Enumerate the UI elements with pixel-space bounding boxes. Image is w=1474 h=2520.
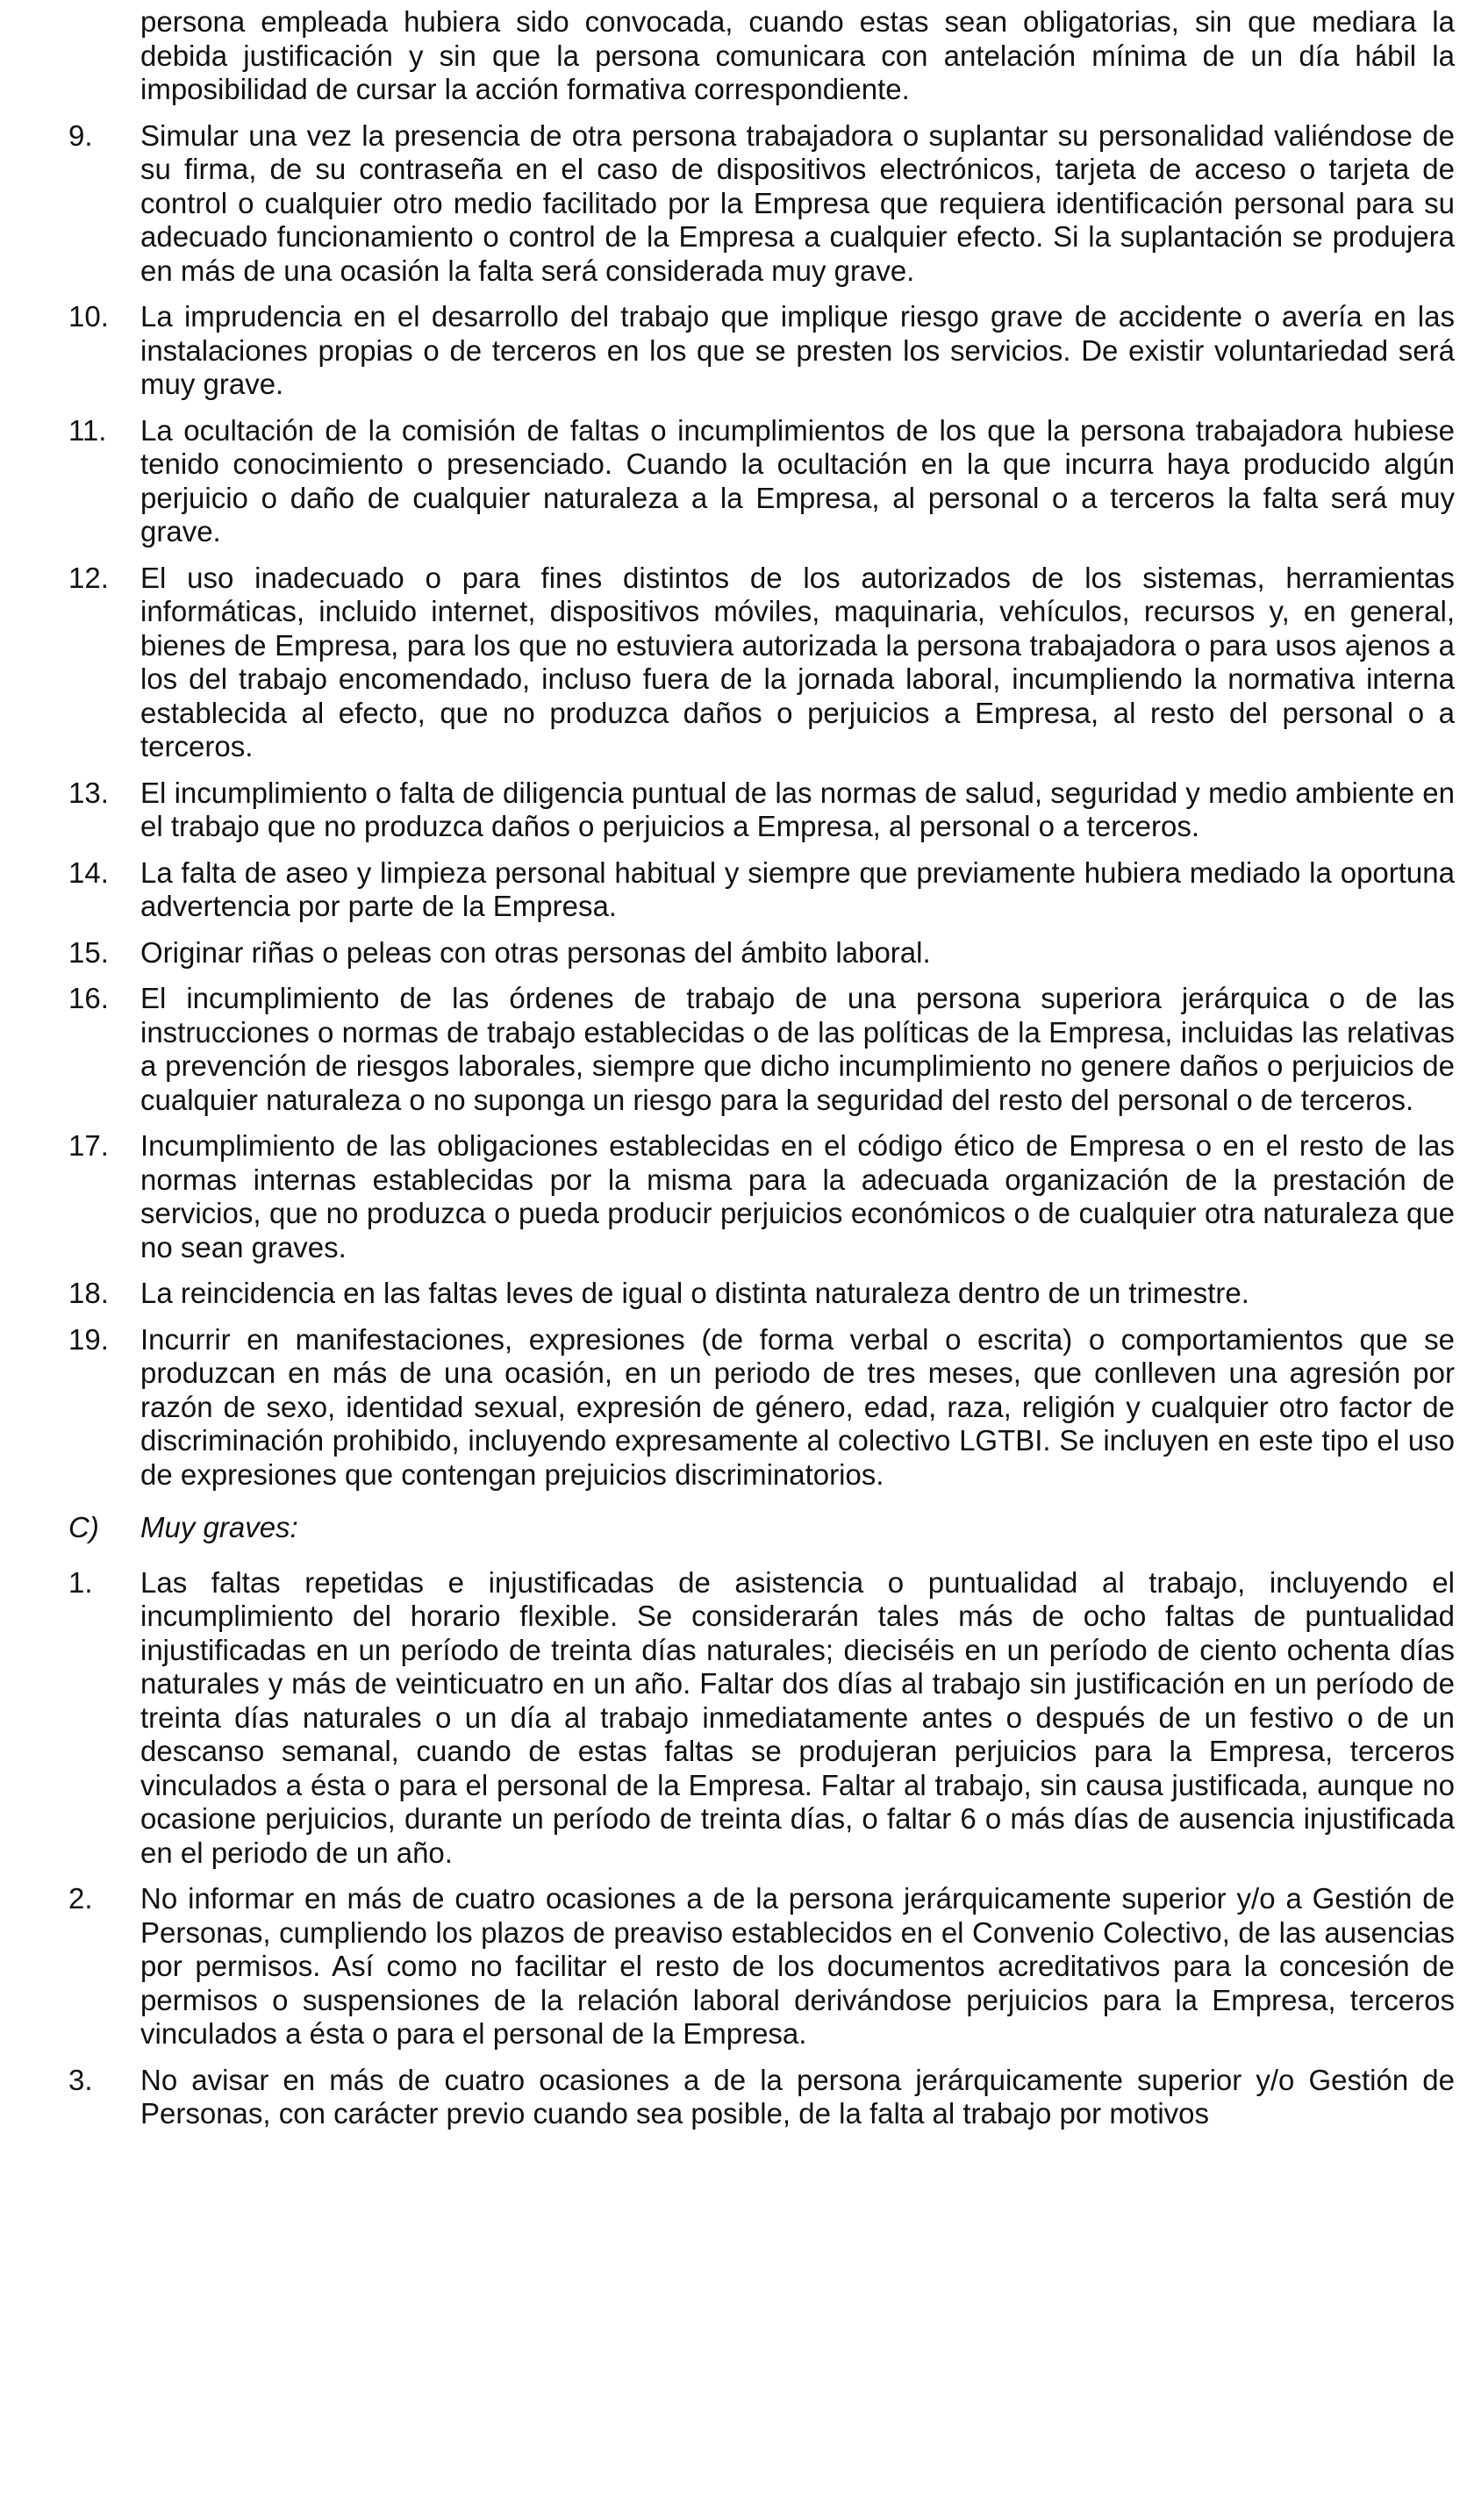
item-text: El incumplimiento de las órdenes de trabajo de una persona superiora jerárquica o de las instrucciones o normas de trabajo establecidas o de las políticas de la Empresa, incluidas las relativas a prevención de riesgos laborales, siempre que dicho incumplimiento no genere daños o perjuicios de cualquier naturaleza o no suponga un riesgo para la seguridad del resto del personal o de terceros. (140, 982, 1455, 1116)
item-text: Incurrir en manifestaciones, expresiones (de forma verbal o escrita) o comportamientos que se produzcan en más de una ocasión, en un periodo de tres meses, que conlleven una agresión por razón de sexo, identidad sexual, expresión de género, edad, raza, religión y cualquier otro factor de discriminación prohibido, incluyendo expresamente al colectivo LGTBI. Se incluyen en este tipo el uso de expresiones que contengan prejuicios discriminatorios. (140, 1322, 1455, 1491)
list-item (68, 1129, 1455, 1264)
item-number: 9. (68, 118, 93, 152)
item-text: La falta de aseo y limpieza personal habitual y siempre que previamente hubiera mediado la oportuna advertencia por parte de la Empresa. (140, 856, 1455, 922)
item-text: El incumplimiento o falta de diligencia puntual de las normas de salud, seguridad y medio ambiente en el trabajo que no produzca daños o perjuicios a Empresa, al personal o a terceros. (140, 776, 1455, 842)
document-page (68, 0, 1455, 2131)
item-text: No informar en más de cuatro ocasiones a de la persona jerárquicamente superior y/o a Gestión de Personas, cumpliendo los plazos de preaviso establecidos en el Convenio Colectivo, de las ausencias por permisos. Así como no facilitar el resto de los documentos acreditativos para la concesión de permisos o suspensiones de la relación laboral derivándose perjuicios para la Empresa, terceros vinculados a ésta o para el personal de la Empresa. (140, 1882, 1455, 2050)
continuation-paragraph: persona empleada hubiera sido convocada, cuando estas sean obligatorias, sin que mediara la debida justificación y sin que la persona comunicara con antelación mínima de un día hábil la imposibilidad de cursar la acción formativa correspondiente. (140, 5, 1455, 105)
item-number: 10. (68, 300, 109, 333)
list-item (68, 777, 1455, 844)
item-number: 11. (68, 413, 107, 447)
item-text: No avisar en más de cuatro ocasiones a de la persona jerárquicamente superior y/o Gestión de Personas, con carácter previo cuando sea posible, de la falta al trabajo por motivos (140, 2063, 1455, 2130)
list-item (68, 300, 1455, 402)
item-text: La ocultación de la comisión de faltas o incumplimientos de los que la persona trabajadora hubiese tenido conocimiento o presenciado. Cuando la ocultación en la que incurra haya producido algún perjuicio o daño de cualquier naturaleza a la Empresa, al personal o a terceros la falta será muy grave. (140, 413, 1455, 548)
list-item (68, 2064, 1455, 2131)
section-letter: C) (68, 1511, 99, 1543)
item-number: 17. (68, 1129, 109, 1162)
list-item (68, 1882, 1455, 2051)
item-number: 19. (68, 1322, 109, 1356)
item-text: Las faltas repetidas e injustificadas de asistencia o puntualidad al trabajo, incluyendo el incumplimiento del horario flexible. Se considerarán tales más de ocho faltas de puntualidad injustificadas en un período de treinta días naturales; dieciséis en un período de ciento ochenta días naturales y más de veinticuatro en un año. Faltar dos días al trabajo sin justificación en un período de treinta días naturales o un día al trabajo inmediatamente antes o después de un festivo o de un descanso semanal, cuando de estas faltas se produjeran perjuicios para la Empresa, terceros vinculados a ésta o para el personal de la Empresa. Faltar al trabajo, sin causa justificada, aunque no ocasione perjuicios, durante un período de treinta días, o faltar 6 o más días de ausencia injustificada en el periodo de un año. (140, 1565, 1455, 1869)
item-number: 18. (68, 1277, 109, 1309)
list-item (68, 1277, 1455, 1311)
item-text: El uso inadecuado o para fines distintos de los autorizados de los sistemas, herramientas informáticas, incluido internet, dispositivos móviles, maquinaria, vehículos, recursos y, en general, bienes de Empresa, para los que no estuviera autorizada la persona trabajadora o para usos ajenos a los del trabajo encomendado, incluso fuera de la jornada laboral, incumpliendo la normativa interna establecida al efecto, que no produzca daños o perjuicios a Empresa, al resto del personal o a terceros. (140, 561, 1455, 762)
item-number: 1. (68, 1565, 93, 1599)
item-text: Originar riñas o peleas con otras personas del ámbito laboral. (140, 935, 931, 969)
item-number: 2. (68, 1882, 93, 1915)
section-title: Muy graves: (140, 1511, 298, 1543)
list-item (68, 936, 1455, 970)
item-number: 13. (68, 776, 109, 809)
item-number: 16. (68, 982, 109, 1014)
item-text: Incumplimiento de las obligaciones establecidas en el código ético de Empresa o en el resto de las normas internas establecidas por la misma para la adecuada organización de la prestación de servicios, que no produzca o pueda producir perjuicios económicos o de cualquier otra naturaleza que no sean graves. (140, 1129, 1455, 1264)
list-item (68, 562, 1455, 764)
item-number: 3. (68, 2063, 93, 2096)
item-text: La reincidencia en las faltas leves de igual o distinta naturaleza dentro de un trimestre. (140, 1277, 1249, 1309)
item-text: Simular una vez la presencia de otra persona trabajadora o suplantar su personalidad valiéndose de su firma, de su contraseña en el caso de dispositivos electrónicos, tarjeta de acceso o tarjeta de control o cualquier otro medio facilitado por la Empresa que requiera identificación personal para su adecuado funcionamiento o control de la Empresa a cualquier efecto. Si la suplantación se produjera en más de una ocasión la falta será considerada muy grave. (140, 118, 1455, 287)
item-number: 12. (68, 561, 109, 594)
item-number: 15. (68, 935, 109, 969)
graves-list (68, 119, 1455, 1493)
item-number: 14. (68, 856, 109, 889)
list-item (68, 982, 1455, 1117)
list-item (68, 414, 1455, 549)
list-item (68, 856, 1455, 924)
section-heading-muy-graves (68, 1511, 1455, 1545)
item-text: La imprudencia en el desarrollo del trabajo que implique riesgo grave de accidente o avería en las instalaciones propias o de terceros en los que se presten los servicios. De existir voluntariedad será muy grave. (140, 300, 1455, 400)
list-item (68, 1566, 1455, 1871)
list-item (68, 1323, 1455, 1493)
list-item (68, 119, 1455, 289)
muy-graves-list (68, 1566, 1455, 2131)
